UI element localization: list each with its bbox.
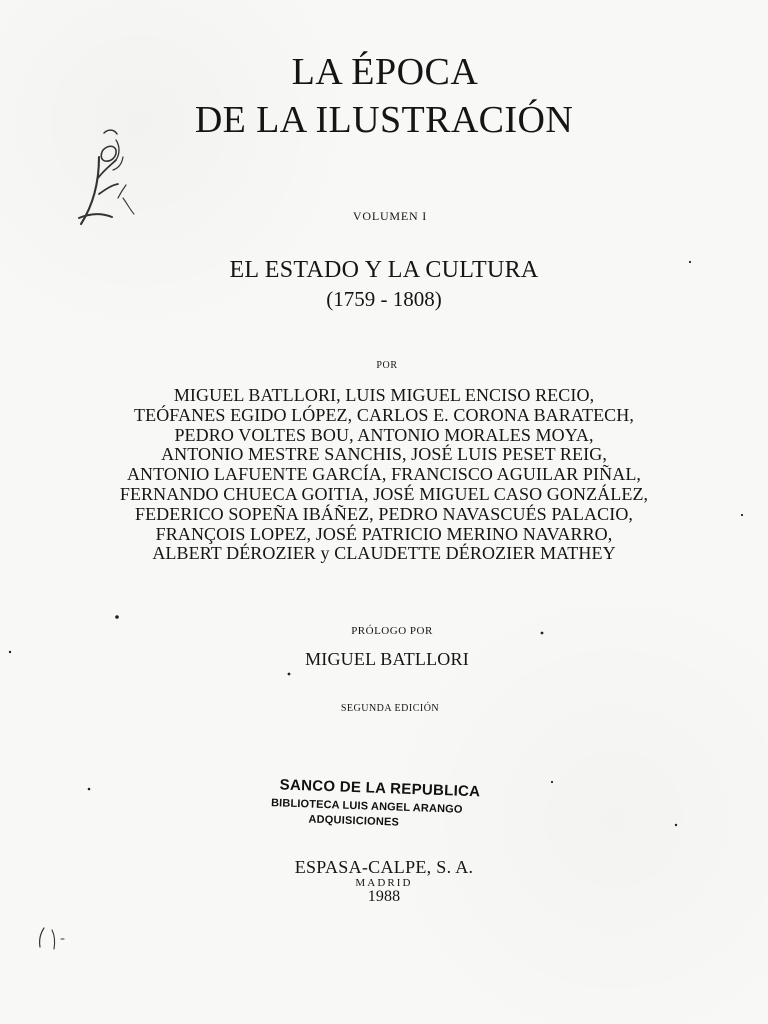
author-line: ANTONIO MESTRE SANCHIS, JOSÉ LUIS PESET REIG,: [161, 444, 607, 465]
scan-dot: [288, 673, 291, 676]
prologue-label: PRÓLOGO POR: [351, 625, 433, 637]
scan-dot: [115, 615, 119, 619]
stamp-line: BIBLIOTECA LUIS ANGEL ARANGO: [270, 797, 463, 816]
handwritten-stroke: [113, 157, 123, 170]
handwritten-stroke: [116, 140, 119, 160]
scan-dot: [675, 824, 677, 826]
edition-label: SEGUNDA EDICIÓN: [340, 703, 440, 714]
author-line: FEDERICO SOPEÑA IBÁÑEZ, PEDRO NAVASCUÉS PALACIO,: [134, 503, 634, 524]
authors-intro: POR: [376, 360, 398, 371]
scan-dot: [88, 788, 91, 791]
volume-label: VOLUMEN I: [352, 209, 428, 223]
author-line: ANTONIO LAFUENTE GARCÍA, FRANCISCO AGUILAR PIÑAL,: [126, 464, 642, 485]
publisher-city: MADRID: [355, 877, 413, 889]
author-line: MIGUEL BATLLORI, LUIS MIGUEL ENCISO RECIO,: [173, 385, 595, 405]
scan-scratch: [52, 930, 55, 949]
author-line: PEDRO VOLTES BOU, ANTONIO MORALES MOYA,: [174, 424, 594, 445]
handwritten-stroke: [118, 185, 126, 198]
author-line: FERNANDO CHUECA GOITIA, JOSÉ MIGUEL CASO GONZÁLEZ,: [119, 483, 649, 504]
author-line: FRANÇOIS LOPEZ, JOSÉ PATRICIO MERINO NAVARRO,: [155, 523, 613, 544]
publisher-name: ESPASA-CALPE, S. A.: [294, 857, 474, 877]
library-stamp: [266, 776, 488, 838]
author-list: [0, 386, 768, 564]
volume-subtitle: EL ESTADO Y LA CULTURA: [229, 257, 539, 283]
scan-dot: [551, 781, 553, 783]
author-line: TEÓFANES EGIDO LÓPEZ, CARLOS E. CORONA BARATECH,: [134, 404, 634, 425]
handwritten-stroke: [101, 146, 116, 161]
date-range: (1759 - 1808): [326, 287, 442, 311]
stamp-line: ADQUISICIONES: [308, 813, 400, 829]
book-title-line-2: DE LA ILUSTRACIÓN: [194, 99, 574, 141]
handwritten-stroke: [98, 160, 116, 178]
publication-year: 1988: [367, 888, 401, 905]
author-line: ALBERT DÉROZIER y CLAUDETTE DÉROZIER MATHEY: [152, 543, 616, 564]
book-title-line-1: LA ÉPOCA: [291, 51, 479, 93]
scan-scratch: [40, 928, 44, 947]
stamp-line: SANCO DE LA REPUBLICA: [279, 776, 481, 801]
prologue-author: MIGUEL BATLLORI: [305, 649, 469, 669]
handwritten-stroke: [99, 184, 118, 194]
